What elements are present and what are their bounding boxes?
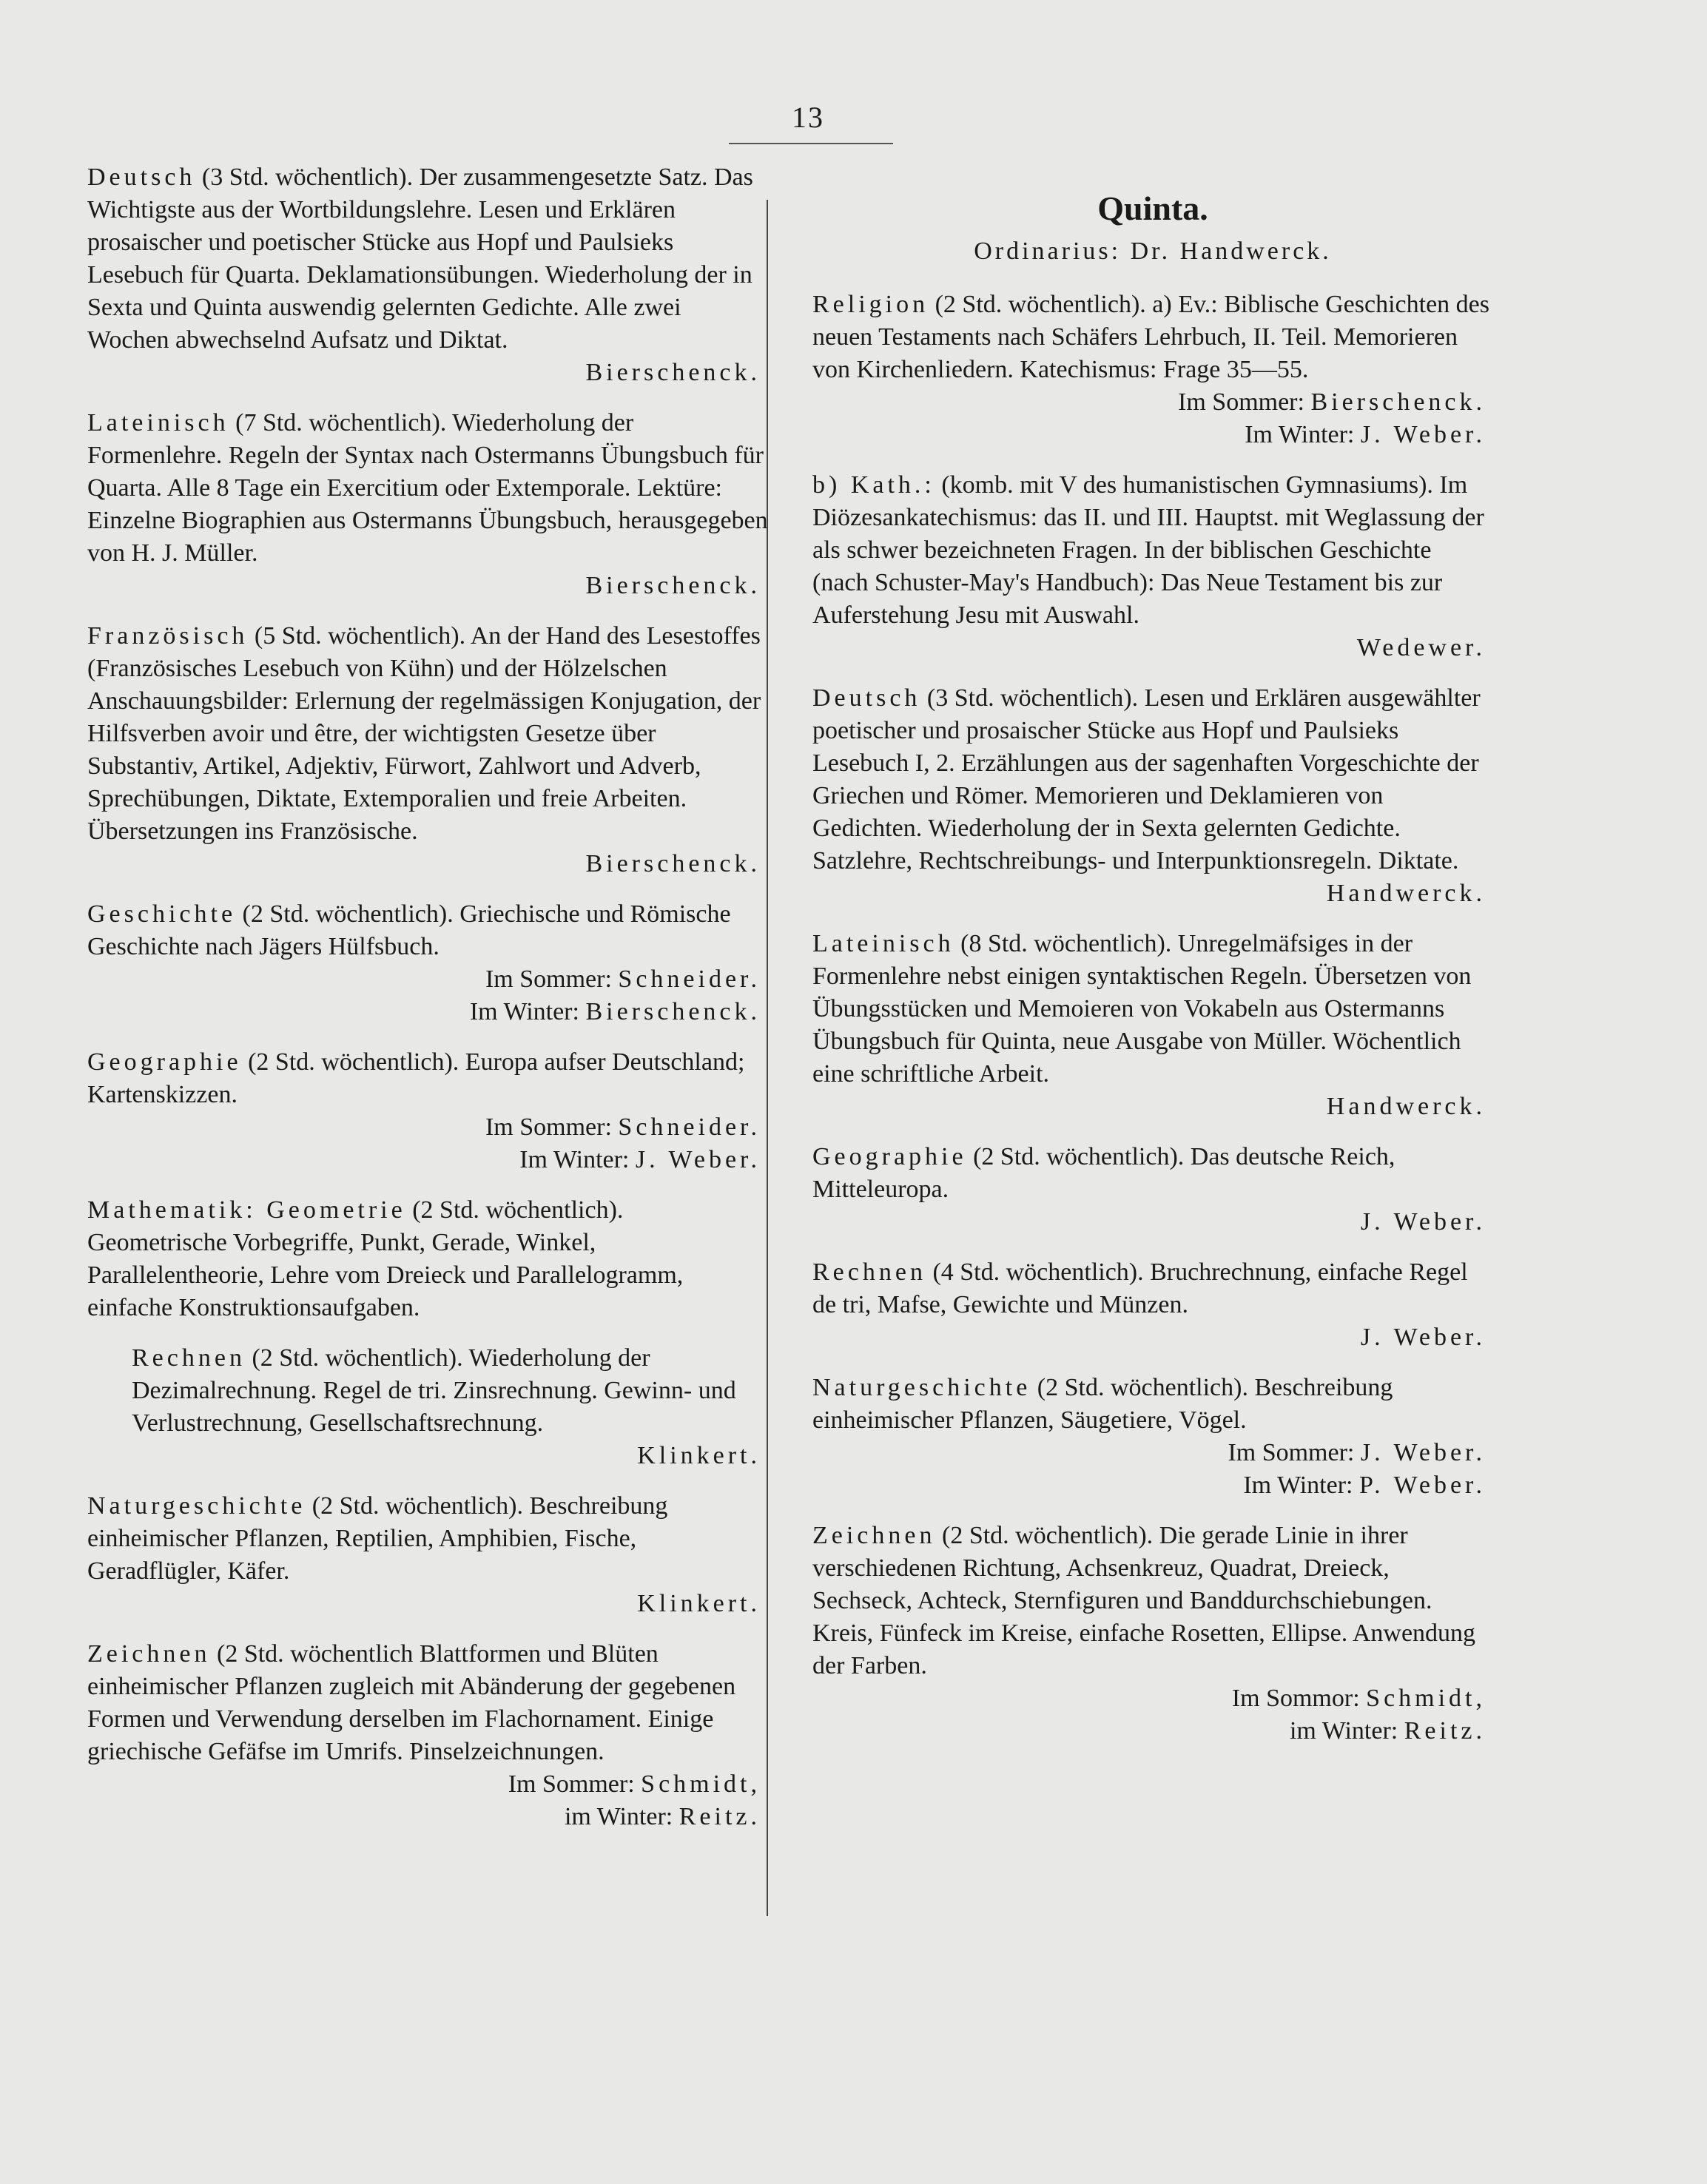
entry-text: (3 Std. wöchentlich). Lesen und Erklären ausgewählter poetischer und prosaischer Stücke aus Hopf und Paulsieks Lesebuch I, 2. Erzählungen aus der sagenhaften Vorgeschichte der Griechen und Römer. Memorieren und Deklamieren von Gedichten. Wiederholung der in Sexta gelernten Gedichte. Satzlehre, Rechtschreibungs- und Interpunktionsregeln. Diktate. [812,684,1481,874]
entry-deutsch-quinta [812,682,1493,910]
subject-label: Rechnen [812,1258,926,1286]
entry-franzoesisch-quarta [87,620,768,880]
summer-label: Im Sommor: [1231,1685,1360,1712]
summer-label: Im Sommer: [485,965,612,993]
entry-text: (2 Std. wöchentlich). Geometrische Vorbegriffe, Punkt, Gerade, Winkel, Parallelentheorie, Lehre vom Dreieck und Parallelogramm, einfache Konstruktionsaufgaben. [87,1196,684,1321]
entry-geschichte-quarta [87,898,768,1028]
winter-label: im Winter: [564,1803,673,1830]
page-number-rule [729,143,893,144]
winter-label: Im Winter: [1245,421,1355,448]
entry-rechnen-quarta [87,1342,768,1472]
entry-geographie-quinta [812,1141,1493,1238]
teacher-signature: Bierschenck. [585,850,761,877]
entry-geographie-quarta [87,1046,768,1176]
winter-teacher: Reitz. [679,1803,761,1830]
subject-label: Naturgeschichte [812,1374,1031,1401]
teacher-signature: Bierschenck. [585,572,761,599]
subject-label: Deutsch [87,164,196,191]
subject-label: Lateinisch [87,409,229,437]
teacher-signature: Klinkert. [637,1590,761,1617]
entry-text: (2 Std. wöchentlich). Griechische und Römische Geschichte nach Jägers Hülfsbuch. [87,900,731,960]
teacher-schedule [812,386,1493,451]
summer-teacher: Schneider. [618,965,761,993]
winter-label: Im Winter: [469,998,579,1025]
entry-naturgeschichte-quinta [812,1372,1493,1502]
teacher-signature: Klinkert. [637,1442,761,1469]
subject-label: Naturgeschichte [87,1492,306,1520]
entry-text: (komb. mit V des humanistischen Gymnasiums). Im Diözesankatechismus: das II. und III. Hauptst. mit Weglassung der als schwer bezeichneten Fragen. In der biblischen Geschichte (nach Schuster-May's Handbuch): Das Neue Testament bis zur Auferstehung Jesu mit Auswahl. [812,471,1484,629]
subject-label: Lateinisch [812,930,954,957]
entry-text: (2 Std. wöchentlich). a) Ev.: Biblische Geschichten des neuen Testaments nach Schäfers Lehrbuch, II. Teil. Memorieren von Kirchenliedern. Katechismus: Frage 35—55. [812,291,1489,383]
subject-label: Zeichnen [812,1522,936,1549]
summer-label: Im Sommer: [485,1113,612,1141]
right-column [812,161,1493,1765]
subject-label: Französisch [87,622,249,650]
winter-teacher: Bierschenck. [585,998,761,1025]
summer-label: Im Sommer: [1228,1439,1355,1466]
subject-label: Deutsch [812,684,921,712]
teacher-signature: Handwerck. [1326,1093,1486,1120]
subject-label: Zeichnen [87,1640,211,1668]
winter-teacher: P. Weber. [1358,1472,1486,1499]
teacher-signature: Handwerck. [1326,880,1486,907]
entry-text: (2 Std. wöchentlich). Europa aufser Deutschland; Kartenskizzen. [87,1048,745,1108]
entry-text: (2 Std. wöchentlich). Wiederholung der Dezimalrechnung. Regel de tri. Zinsrechnung. Gewinn- und Verlustrechnung, Gesellschaftsrechnung. [132,1344,736,1437]
entry-lateinisch-quinta [812,928,1493,1123]
summer-teacher: J. Weber. [1360,1439,1486,1466]
subject-label: Geographie [87,1048,242,1076]
winter-label: im Winter: [1289,1717,1398,1745]
subject-label: b) Kath.: [812,471,935,499]
entry-rechnen-quinta [812,1256,1493,1354]
entry-text: (2 Std. wöchentlich). Das deutsche Reich, Mitteleuropa. [812,1143,1395,1203]
subject-label: Mathematik: Geometrie [87,1196,406,1224]
winter-teacher: Reitz. [1404,1717,1486,1745]
teacher-schedule [87,1768,768,1833]
entry-zeichnen-quinta [812,1520,1493,1747]
teacher-schedule [812,1437,1493,1502]
entry-naturgeschichte-quarta [87,1490,768,1620]
summer-label: Im Sommer: [508,1770,635,1798]
summer-teacher: Schneider. [618,1113,761,1141]
entry-text: (3 Std. wöchentlich). Der zusammengesetzte Satz. Das Wichtigste aus der Wortbildungslehre. Lesen und Erklären prosaischer und poetischer Stücke aus Hopf und Paulsieks Lesebuch für Quarta. Deklamationsübungen. Wiederholung der in Sexta und Quinta auswendig gelernten Gedichte. Alle zwei Wochen abwechselnd Aufsatz und Diktat. [87,164,753,354]
entry-text: (4 Std. wöchentlich). Bruchrechnung, einfache Regel de tri, Mafse, Gewichte und Münzen. [812,1258,1468,1318]
teacher-signature: Bierschenck. [585,359,761,386]
entry-text: (2 Std. wöchentlich Blattformen und Blüten einheimischer Pflanzen zugleich mit Abänderung der gegebenen Formen und Verwendung derselben im Flachornament. Einige griechische Gefäfse im Umrifs. Pinselzeichnungen. [87,1640,736,1765]
subject-label: Geschichte [87,900,237,928]
left-column [87,161,768,1851]
entry-text: (7 Std. wöchentlich). Wiederholung der Formenlehre. Regeln der Syntax nach Ostermanns Übungsbuch für Quarta. Alle 8 Tage ein Exercitium oder Extemporale. Lektüre: Einzelne Biographien aus Ostermanns Übungsbuch, herausgegeben von H. J. Müller. [87,409,768,567]
entry-text: (2 Std. wöchentlich). Beschreibung einheimischer Pflanzen, Säugetiere, Vögel. [812,1374,1393,1434]
entry-text: (8 Std. wöchentlich). Unregelmäfsiges in der Formenlehre nebst einigen syntaktischen Regeln. Übersetzen von Übungsstücken und Memoieren von Vokabeln aus Ostermanns Übungsbuch für Quinta, neue Ausgabe von Müller. Wöchentlich eine schriftliche Arbeit. [812,930,1472,1088]
page-number: 13 [792,101,824,134]
winter-teacher: J. Weber. [1360,421,1486,448]
entry-text: (5 Std. wöchentlich). An der Hand des Lesestoffes (Französisches Lesebuch von Kühn) und der Hölzelschen Anschauungsbilder: Erlernung der regelmässigen Konjugation, der Hilfsverben avoir und être, der wichtigsten Gesetze über Substantiv, Artikel, Adjektiv, Fürwort, Zahlwort und Adverb, Sprechübungen, Diktate, Extemporalien und freie Arbeiten. Übersetzungen ins Französische. [87,622,761,845]
subject-label: Rechnen [132,1344,246,1372]
entry-zeichnen-quarta [87,1638,768,1833]
entry-religion-quinta [812,289,1493,451]
summer-teacher: Bierschenck. [1310,388,1486,416]
winter-label: Im Winter: [519,1146,630,1173]
teacher-schedule [87,1111,768,1176]
teacher-schedule [812,1682,1493,1747]
teacher-signature: J. Weber. [1360,1324,1486,1351]
ordinarius-line: Ordinarius: Dr. Handwerck. [974,237,1332,265]
summer-teacher: Schmidt, [1366,1685,1486,1712]
teacher-signature: J. Weber. [1360,1208,1486,1236]
entry-religion-kath-quinta [812,469,1493,664]
entry-text: (2 Std. wöchentlich). Beschreibung einheimischer Pflanzen, Reptilien, Amphibien, Fische, Geradflügler, Käfer. [87,1492,668,1585]
teacher-schedule [87,963,768,1028]
entry-deutsch-quarta [87,161,768,389]
summer-teacher: Schmidt, [641,1770,761,1798]
entry-lateinisch-quarta [87,407,768,602]
winter-teacher: J. Weber. [635,1146,761,1173]
entry-mathematik-quarta [87,1194,768,1324]
subject-label: Geographie [812,1143,967,1170]
entry-text: (2 Std. wöchentlich). Die gerade Linie in ihrer verschiedenen Richtung, Achsenkreuz, Quadrat, Dreieck, Sechseck, Achteck, Sternfiguren und Banddurchschiebungen. Kreis, Fünfeck im Kreise, einfache Rosetten, Ellipse. Anwendung der Farben. [812,1522,1476,1679]
teacher-signature: Wedewer. [1356,634,1486,661]
subject-label: Religion [812,291,929,318]
section-title: Quinta. [1097,189,1208,227]
summer-label: Im Sommer: [1178,388,1304,416]
winter-label: Im Winter: [1243,1472,1353,1499]
